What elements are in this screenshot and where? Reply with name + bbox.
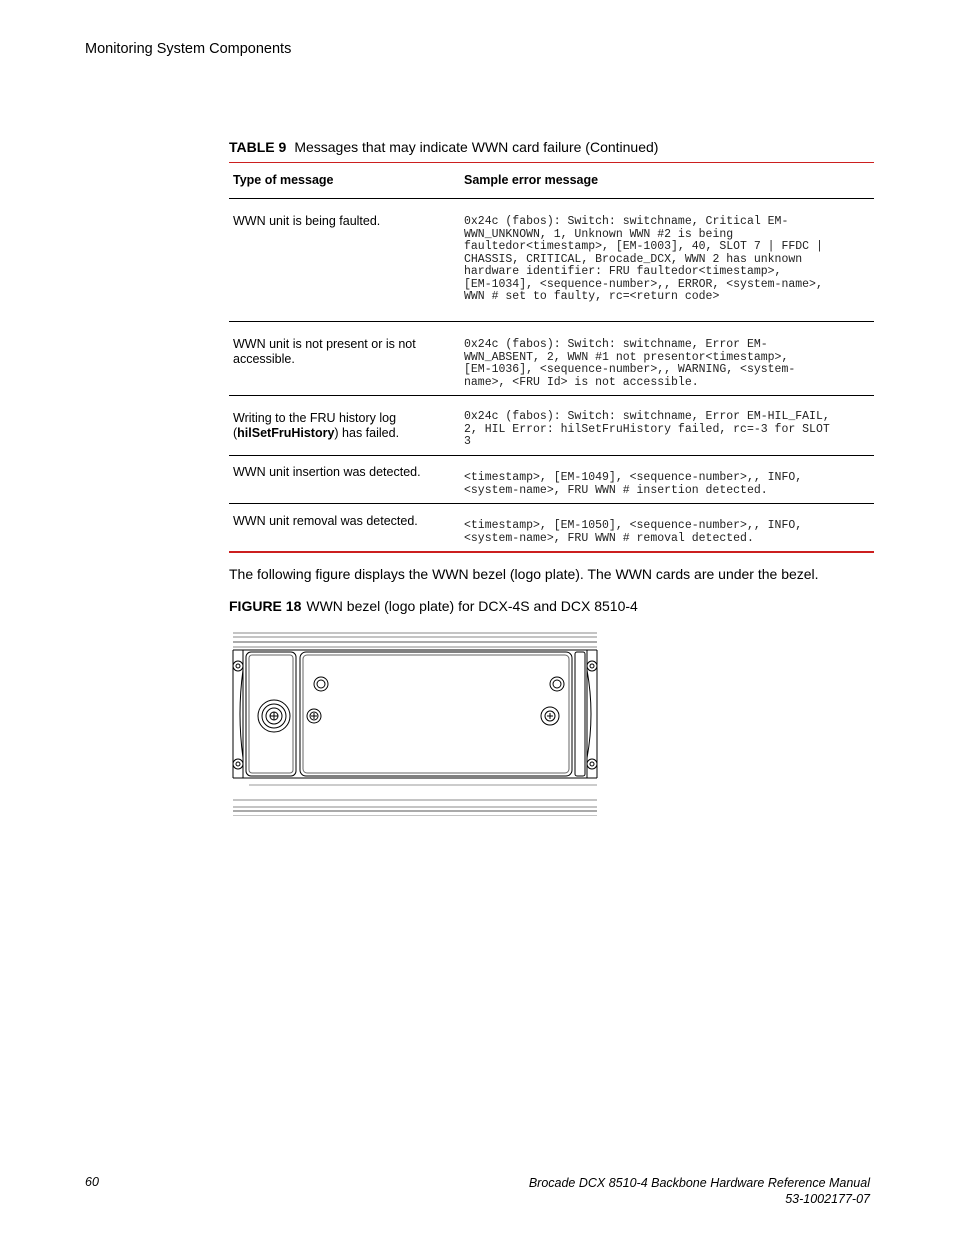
figure-label: FIGURE 18 (229, 598, 302, 614)
figure-title: WWN bezel (logo plate) for DCX-4S and DCX 8510-4 (306, 598, 638, 614)
figure-caption (229, 598, 638, 614)
sample-message: 0x24c (fabos): Switch: switchname, Error EM-HIL_FAIL, 2, HIL Error: hilSetFruHistory failed, rc=-3 for SLOT 3 (464, 410, 830, 448)
column-header-sample: Sample error message (464, 173, 599, 187)
table-row (229, 396, 874, 456)
message-type-text: ) has failed. (334, 426, 400, 440)
running-header: Monitoring System Components (85, 41, 292, 57)
message-type (233, 411, 443, 441)
sample-message: <timestamp>, [EM-1050], <sequence-number>,, INFO, <system-name>, FRU WWN # removal detected. (464, 519, 803, 545)
table-header-row (229, 163, 874, 199)
message-type: WWN unit insertion was detected. (233, 465, 421, 479)
message-type: WWN unit is being faulted. (233, 214, 381, 228)
sample-message: 0x24c (fabos): Switch: switchname, Error EM- WWN_ABSENT, 2, WWN #1 not presentor<timestamp>, [EM-1036], <sequence-number>,, WARNING, <system- name>, <FRU Id> is not accessible. (464, 338, 796, 389)
table-row (229, 456, 874, 504)
wwn-bezel-figure (229, 630, 601, 816)
sample-message: <timestamp>, [EM-1049], <sequence-number>,, INFO, <system-name>, FRU WWN # insertion detected. (464, 471, 803, 497)
body-paragraph: The following figure displays the WWN bezel (logo plate). The WWN cards are under the bezel. (229, 566, 819, 582)
table-row (229, 504, 874, 553)
table-caption (229, 139, 658, 155)
messages-table (229, 162, 874, 553)
function-name: hilSetFruHistory (237, 426, 335, 440)
document-number: 53-1002177-07 (785, 1192, 870, 1206)
footer-manual-info (529, 1175, 870, 1207)
sample-message: 0x24c (fabos): Switch: switchname, Critical EM- WWN_UNKNOWN, 1, Unknown WWN #2 is being faultedor<timestamp>, [EM-1003], 40, SLOT 7 | FFDC | CHASSIS, CRITICAL, Brocade_DCX, WWN 2 has unknown hardware identifier: FRU faultedor<timestamp>, [EM-1034], <sequence-number>,, ERROR, <system-name>, WWN # set to faulty, rc=<return code> (464, 215, 823, 303)
wwn-bezel-illustration (229, 630, 601, 816)
table-title: Messages that may indicate WWN card failure (Continued) (294, 139, 659, 155)
table-row (229, 199, 874, 322)
manual-title: Brocade DCX 8510-4 Backbone Hardware Reference Manual (528, 1176, 870, 1190)
message-type: WWN unit removal was detected. (233, 514, 418, 528)
page-number: 60 (85, 1175, 99, 1189)
table-label: TABLE 9 (229, 139, 287, 155)
message-type-text: Writing to the FRU history log ( (233, 411, 397, 440)
column-header-type: Type of message (233, 173, 334, 187)
message-type: WWN unit is not present or is not accessible. (233, 337, 416, 366)
table-row (229, 322, 874, 396)
